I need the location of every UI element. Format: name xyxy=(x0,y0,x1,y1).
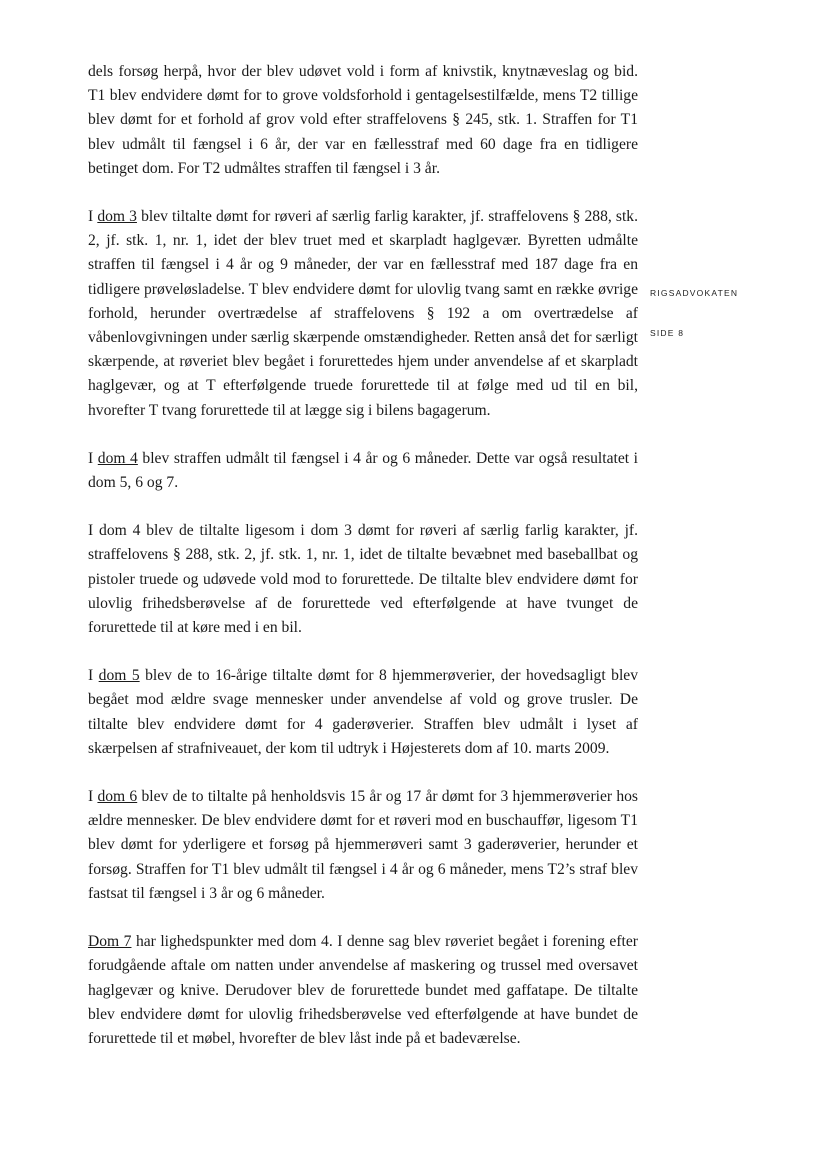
paragraph-lead: I xyxy=(88,788,98,806)
paragraph-text: har lighedspunkter med dom 4. I denne sag blev røveriet begået i forening efter forudgående aftale om natten under anvendelse af maskering og trussel med oversavet haglgevær og knive. Derudover blev de forurettede bundet med gaffatape. De tiltalte blev endvidere dømt for ulovlig frihedsberøvelse ved efterfølgende at have bundet de forurettede til et møbel, hvorefter de blev låst inde på et badeværelse. xyxy=(88,933,638,1047)
sidebar-organization: RIGSADVOKATEN xyxy=(650,288,739,298)
paragraph-2 xyxy=(88,205,638,423)
paragraph-text: I dom 4 blev de tiltalte ligesom i dom 3 dømt for røveri af særlig farlig karakter, jf. straffelovens § 288, stk. 2, jf. stk. 1, nr. 1, idet de tiltalte bevæbnet med baseballbat og pistoler truede og udøvede vold mod to forurettede. De tiltalte blev endvidere dømt for ulovlig frihedsberøvelse af de forurettede ved efterfølgende at have tvunget de forurettede til at køre med i en bil. xyxy=(88,522,638,637)
paragraph-text: blev de to 16-årige tiltalte dømt for 8 hjemmerøverier, der hovedsagligt blev begået mod ældre svage mennesker under anvendelse af vold og grove trusler. De tiltalte blev endvidere dømt for 4 gaderøverier. Straffen blev udmålt i lyset af skærpelsen af strafniveauet, der kom til udtryk i Højesterets dom af 10. marts 2009. xyxy=(88,667,638,757)
paragraph-lead: I xyxy=(88,449,98,467)
page-number: SIDE 8 xyxy=(650,328,685,338)
paragraph-text: blev tiltalte dømt for røveri af særlig farlig karakter, jf. straffelovens § 288, stk. 2, jf. stk. 1, nr. 1, idet der blev truet med et skarpladt haglgevær. Byretten udmålte straffen til fængsel i 4 år og 9 måneder, der var en fællesstraf med 187 dage fra en tidligere prøveløsladelse. T blev endvidere dømt for ulovlig tvang samt en række øvrige forhold, herunder overtrædelse af straffelovens § 192 a om overtrædelse af våbenlovgivningen under særlig skærpende omstændigheder. Retten anså det for særligt skærpende, at røveriet blev begået i forurettedes hjem under anvendelse af et skarpladt haglgevær, og at T efterfølgende truede forurettede til at følge med ud til en bil, hvorefter T tvang forurettede til at lægge sig i bilens bagagerum. xyxy=(88,208,638,419)
paragraph-text: dels forsøg herpå, hvor der blev udøvet vold i form af knivstik, knytnæveslag og bid. T1 blev endvidere dømt for to grove voldsforhold i gentagelsestilfælde, mens T2 tillige blev dømt for et forhold af grov vold efter straffelovens § 245, stk. 1. Straffen for T1 blev udmålt til fængsel i 6 år, der var en fællesstraf med 60 dage fra en tidligere betinget dom. For T2 udmåltes straffen til fængsel i 3 år. xyxy=(88,63,638,177)
paragraph-6 xyxy=(88,785,638,906)
paragraph-lead: I xyxy=(88,208,98,226)
paragraph-text: blev straffen udmålt til fængsel i 4 år og 6 måneder. Dette var også resultatet i dom 5, 6 og 7. xyxy=(88,449,639,492)
case-reference-dom-3[interactable]: dom 3 xyxy=(97,208,137,226)
case-reference-dom-4[interactable]: dom 4 xyxy=(97,449,138,467)
paragraph-4 xyxy=(88,519,638,640)
body-text xyxy=(88,60,638,1075)
case-reference-dom-6[interactable]: dom 6 xyxy=(97,788,138,806)
case-reference-dom-7[interactable]: Dom 7 xyxy=(88,933,132,951)
paragraph-5 xyxy=(88,664,638,761)
case-reference-dom-5[interactable]: dom 5 xyxy=(98,667,140,685)
paragraph-3 xyxy=(88,447,638,495)
paragraph-1 xyxy=(88,60,638,181)
paragraph-text: blev de to tiltalte på henholdsvis 15 år og 17 år dømt for 3 hjemmerøverier hos ældre mennesker. De blev endvidere dømt for et røveri mod en buschauffør, ligesom T1 blev dømt for yderligere et forsøg på hjemmerøveri samt 3 gaderøverier, herunder et forsøg. Straffen for T1 blev udmålt til fængsel i 4 år og 6 måneder, mens T2’s straf blev fastsat til fængsel i 3 år og 6 måneder. xyxy=(88,788,639,902)
paragraph-7 xyxy=(88,930,638,1051)
paragraph-lead: I xyxy=(88,667,99,685)
